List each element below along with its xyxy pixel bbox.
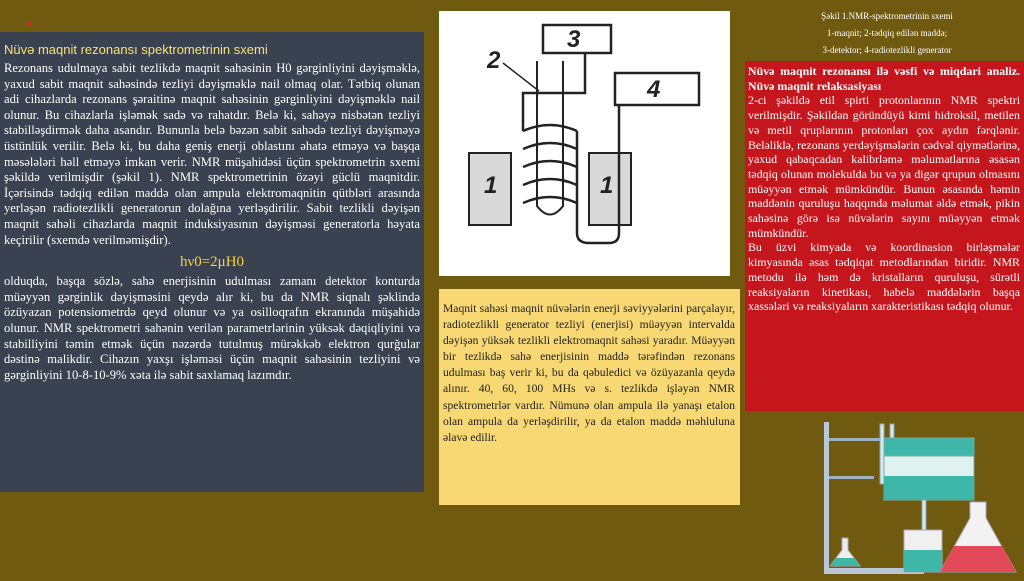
- lab-glassware-illustration: [820, 418, 1020, 576]
- label-2-pointer: [503, 63, 539, 91]
- resonance-formula: hν0=2μH0: [179, 254, 245, 271]
- teal-liquid: [884, 476, 974, 500]
- decorative-dot: [27, 22, 31, 26]
- label-generator: 4: [647, 76, 661, 103]
- stand-rod: [824, 422, 829, 572]
- middle-text-box: Maqnit sahəsi maqnit nüvələrin enerji səviyyələrini parçalayır, radiotezlikli generator tezliyi (enerjisi) müəyyən intervalda dəyişən yüksək tezlikli elektromaqnit sahəsi yaradır. Müəyyən bir tezlikdə sahə enerjisinin maddə tərəfindən rezonans udulması baş verir ki, bu da qəbuledici və özüyazanla qeydə alınır. 40, 60, 100 MHs və s. tezlikdə işləyən NMR spektrometrlər vardır. Nümunə olan ampula ilə yanaşı etalon olan ampula da yerləşdirilir, ya da etalon maddə məhluluna əlavə edilir.: [439, 289, 740, 505]
- left-panel-title: Nüvə maqnit rezonansı spektrometrinin sxemi: [4, 42, 268, 57]
- figure-caption: [757, 8, 1017, 59]
- left-text-panel: [0, 32, 424, 492]
- right-paragraph-1: 2-ci şəkildə etil spirti protonlarının NMR spektri verilmişdir. Şəkildən göründüyü kimi hidroksil, metilen və metil qruplarının protonları çox aydın fərqlənir. Beləliklə, rezonans yerdəyişmələrin cədvəl qiymətlərinə, yaxud qabaqcadan kalibrləmə məlumatlarına əsasən tədqiq olunan molekulda bu və ya digər qrupun olmasını müəyyən etmək mümkündür. Bunun əsasında həmin maddənin quruluşu haqqında məlumat əldə etmək, pikin sahəsinə görə isə nüvələrin sayını müəyyən etmək mümkündür.: [748, 93, 1020, 240]
- right-paragraph-2: Bu üzvi kimyada və koordinasion birləşmələr kimyasında əsas tədqiqat metodlarından biridir. NMR metodu ilə həm də kristalların quruluşu, sürətli reaksiyaların kinetikası, habelə maddələrin başqa xassələri və reaksiyaların xarakteristikası tədqiq olunur.: [748, 240, 1020, 314]
- label-detector: 3: [567, 26, 581, 53]
- caption-line-2: 1-maqnit; 2-tədqiq edilən maddə;: [826, 28, 948, 38]
- tube-1: [880, 424, 884, 484]
- detector-wire: [523, 51, 585, 131]
- nmr-schematic-figure: [439, 11, 730, 276]
- right-panel-title: Nüvə maqnit rezonansı ilə vəsfi və miqdari analiz. Nüvə maqnit relaksasiyası: [748, 64, 1020, 93]
- caption-line-3: 3-detektor; 4-radiotezlikli generator: [822, 45, 952, 55]
- beaker-liquid: [904, 550, 942, 572]
- left-paragraph-2: olduqda, başqa sözlə, sahə enerjisinin udulması zamanı detektor konturda müəyyən gərginlik dəyişməsini qeydə alır ki, bu da NMR siqnalı şəklində özüyazan potensiometrdə qeyd olunur və ya osilloqrafın ekranında müşahidə olunur. NMR spektrometri sahənin verilən parametrlərinin yüksək dəqiqliyini və stabilliyini təmin etmək üçün nəzərdə tutulmuş mürəkkəb elektron qurğular dəstinə malikdir. Cihazın yaxşı işləməsi üçün maqnit sahəsinin tezliyini və gərginliyini 10-8-10-9% xəta ilə sabit saxlamaq lazımdır.: [4, 274, 420, 382]
- red-flask-liquid: [940, 546, 1016, 572]
- rf-coil: [523, 125, 577, 203]
- left-paragraph-1: Rezonans udulmaya sabit tezlikdə maqnit sahəsinin H0 gərginliyini dəyişməklə, yaxud sabit maqnit sahəsində tezliyi dəyişməklə nail olmaq olar. Tətbiq olunan adi cihazlarda rezonans şəraitinə maqnit sahəsinin gərginliyini dəyişməklə nail olunur. Bu cihazlarla işləmək sadə və rahatdır. Belə ki, sahəyə nisbətən tezliyi stabilləşdirmək daha asandır. Bununla belə bəzən sabit sahədə tezliyi dəyişməyə üstünlük verilir. Belə ki, bu daha geniş enerji oblastını əhatə etməyə və başqa məsələləri həll etməyə imkan verir. NMR müşahidəsi üçün spektrometrin sxemi şəkildə verilmişdir (şəkil 1). NMR spektrometrinin özəyi güclü maqnitdir. İçərisində tədqiq edilən maddə olan ampula elektromaqnitin qütbləri arasında yerləşən radiotezlikli generatorun dolağına yerləşdirilir. Sabit tezlikli dəyişən maqnit sahəli cihazlarda maqnit induksiyasının dəyişməsi generatorla həyata keçirilir (sxemdə verilməmişdir).: [4, 61, 420, 247]
- label-magnet-left: 1: [484, 172, 498, 199]
- sample-ampoule: [537, 61, 563, 215]
- caption-line-1: Şəkil 1.NMR-spektrometrinin sxemi: [821, 11, 953, 21]
- teal-vessel-top: [884, 438, 974, 456]
- right-red-panel: [745, 61, 1024, 411]
- label-magnet-right: 1: [600, 172, 614, 199]
- label-sample: 2: [487, 47, 501, 74]
- clamp-lower: [829, 476, 874, 479]
